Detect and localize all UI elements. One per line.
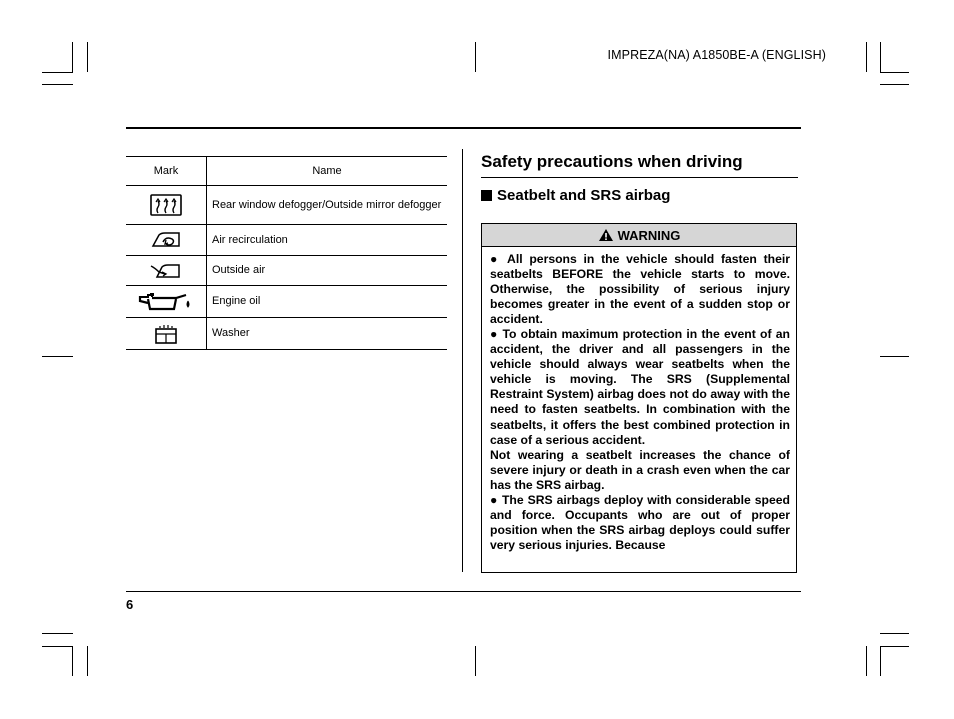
mark-cell <box>126 286 207 318</box>
table-row <box>126 286 447 318</box>
crop-mark <box>42 72 73 73</box>
crop-mark <box>880 84 909 85</box>
crop-mark <box>880 72 909 73</box>
outside-air-icon <box>149 262 183 280</box>
mark-cell <box>126 256 207 286</box>
page-number: 6 <box>126 597 134 612</box>
warning-triangle-icon <box>598 228 614 242</box>
square-bullet-icon <box>481 190 492 201</box>
table-row <box>126 256 447 286</box>
crop-mark <box>42 356 73 357</box>
warning-paragraph: ● All persons in the vehicle should fasten their seatbelts BEFORE the vehicle starts to move. Otherwise, the possibility of serious injury becomes greater in the event of a sudden stop or accident. <box>490 252 790 327</box>
crop-mark <box>87 42 88 72</box>
footer-rule <box>126 591 801 592</box>
rear-defogger-icon <box>149 193 183 217</box>
warning-paragraph: Not wearing a seatbelt increases the chance of severe injury or death in a crash even when the car has the SRS airbag. <box>490 447 790 492</box>
table-row <box>126 186 447 225</box>
header-rule <box>126 127 801 129</box>
crop-mark <box>880 356 909 357</box>
crop-mark <box>42 84 73 85</box>
warning-box <box>481 223 797 573</box>
crop-mark <box>880 646 909 647</box>
mark-cell <box>126 186 207 225</box>
air-recirculation-icon <box>149 231 183 249</box>
crop-mark <box>866 646 867 676</box>
crop-mark <box>475 646 476 676</box>
section-title: Safety precautions when driving <box>481 152 743 171</box>
warning-paragraph: ● The SRS airbags deploy with considerable speed and force. Occupants who are out of proper position when the SRS airbag deploys could suffer very serious injuries. Because <box>490 492 790 552</box>
warning-header <box>482 224 796 247</box>
column-header-mark: Mark <box>126 157 207 186</box>
mark-cell <box>126 318 207 350</box>
mark-cell <box>126 225 207 256</box>
warning-body <box>482 247 796 553</box>
name-cell: Air recirculation <box>207 225 448 256</box>
subsection-heading-text: Seatbelt and SRS airbag <box>497 187 671 204</box>
column-header-name: Name <box>207 157 448 186</box>
washer-icon <box>153 323 179 345</box>
subsection-heading <box>481 187 670 204</box>
crop-mark <box>475 42 476 72</box>
crop-mark <box>42 633 73 634</box>
crop-mark <box>880 633 909 634</box>
column-divider <box>462 149 463 572</box>
crop-mark <box>880 646 881 676</box>
section-title-rule <box>481 177 798 178</box>
crop-mark <box>866 42 867 72</box>
name-cell: Engine oil <box>207 286 448 318</box>
crop-mark <box>87 646 88 676</box>
warning-label: WARNING <box>617 227 681 243</box>
engine-oil-icon <box>138 291 194 313</box>
crop-mark <box>880 42 881 72</box>
crop-mark <box>72 42 73 72</box>
document-id: IMPREZA(NA) A1850BE-A (ENGLISH) <box>607 48 826 62</box>
name-cell: Outside air <box>207 256 448 286</box>
indicator-symbol-table <box>126 156 447 350</box>
warning-paragraph: ● To obtain maximum protection in the event of an accident, the driver and all passengers in the vehicle should always wear seatbelts when the vehicle is moving. The SRS (Supplemental Restraint System) airbag does not do away with the need to fasten seatbelts. In combination with the seatbelts, it offers the best combined protection in case of a serious accident. <box>490 327 790 447</box>
crop-mark <box>72 646 73 676</box>
table-row <box>126 225 447 256</box>
table-row <box>126 318 447 350</box>
crop-mark <box>42 646 73 647</box>
name-cell: Washer <box>207 318 448 350</box>
name-cell: Rear window defogger/Outside mirror defogger <box>207 186 448 225</box>
